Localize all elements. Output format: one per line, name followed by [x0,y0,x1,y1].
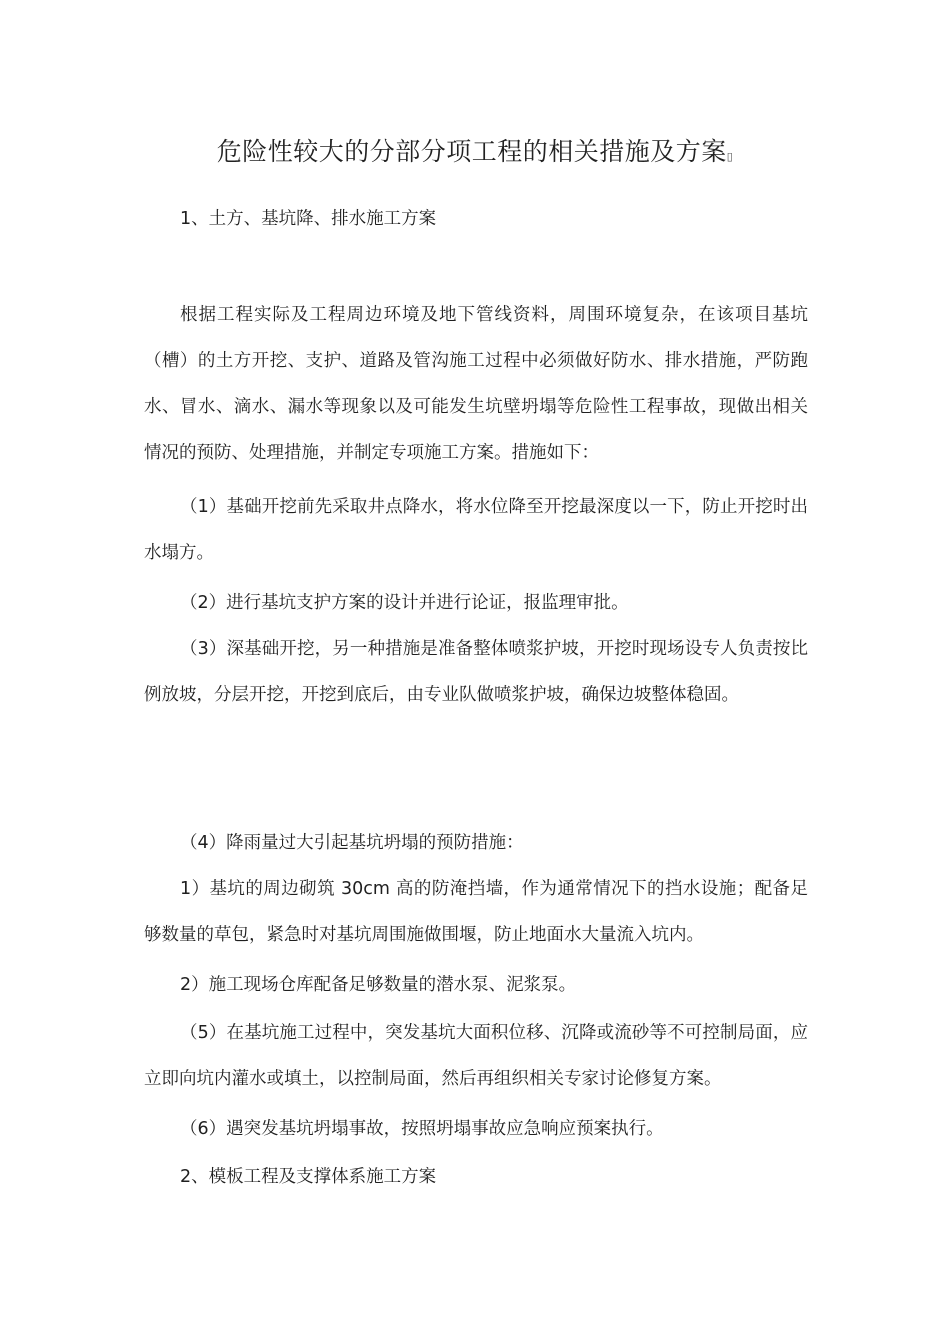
measure-4-sub-2: 2）施工现场仓库配备足够数量的潜水泵、泥浆泵。 [180,975,577,995]
measure-3: （3）深基础开挖，另一种措施是准备整体喷浆护坡，开挖时现场设专人负责按比例放坡，分层开挖，开挖到底后，由专业队做喷浆护坡，确保边坡整体稳固。 [144,639,808,705]
measure-2: （2）进行基坑支护方案的设计并进行论证，报监理审批。 [180,593,629,613]
title-mark: ▯ [726,150,734,163]
section-2-heading: 2、模板工程及支撑体系施工方案 [180,1167,437,1187]
measure-4-sub-1: 1）基坑的周边砌筑 30cm 高的防淹挡墙，作为通常情况下的挡水设施；配备足够数量的草包，紧急时对基坑周围施做围堰，防止地面水大量流入坑内。 [144,879,808,945]
measure-5: （5）在基坑施工过程中，突发基坑大面积位移、沉降或流砂等不可控制局面，应立即向坑内灌水或填土，以控制局面，然后再组织相关专家讨论修复方案。 [144,1023,808,1089]
document-title-text: 危险性较大的分部分项工程的相关措施及方案 [216,137,727,166]
section-1-heading: 1、土方、基坑降、排水施工方案 [180,209,437,229]
intro-paragraph: 根据工程实际及工程周边环境及地下管线资料，周围环境复杂，在该项目基坑（槽）的土方开挖、支护、道路及管沟施工过程中必须做好防水、排水措施，严防跑水、冒水、滴水、漏水等现象以及可能发生坑壁坍塌等危险性工程事故，现做出相关情况的预防、处理措施，并制定专项施工方案。措施如下： [144,305,808,463]
measure-6: （6）遇突发基坑坍塌事故，按照坍塌事故应急响应预案执行。 [180,1119,664,1139]
measure-1: （1）基础开挖前先采取井点降水，将水位降至开挖最深度以一下，防止开挖时出水塌方。 [144,497,808,563]
measure-4: （4）降雨量过大引起基坑坍塌的预防措施： [180,833,524,853]
document-title [0,134,950,175]
